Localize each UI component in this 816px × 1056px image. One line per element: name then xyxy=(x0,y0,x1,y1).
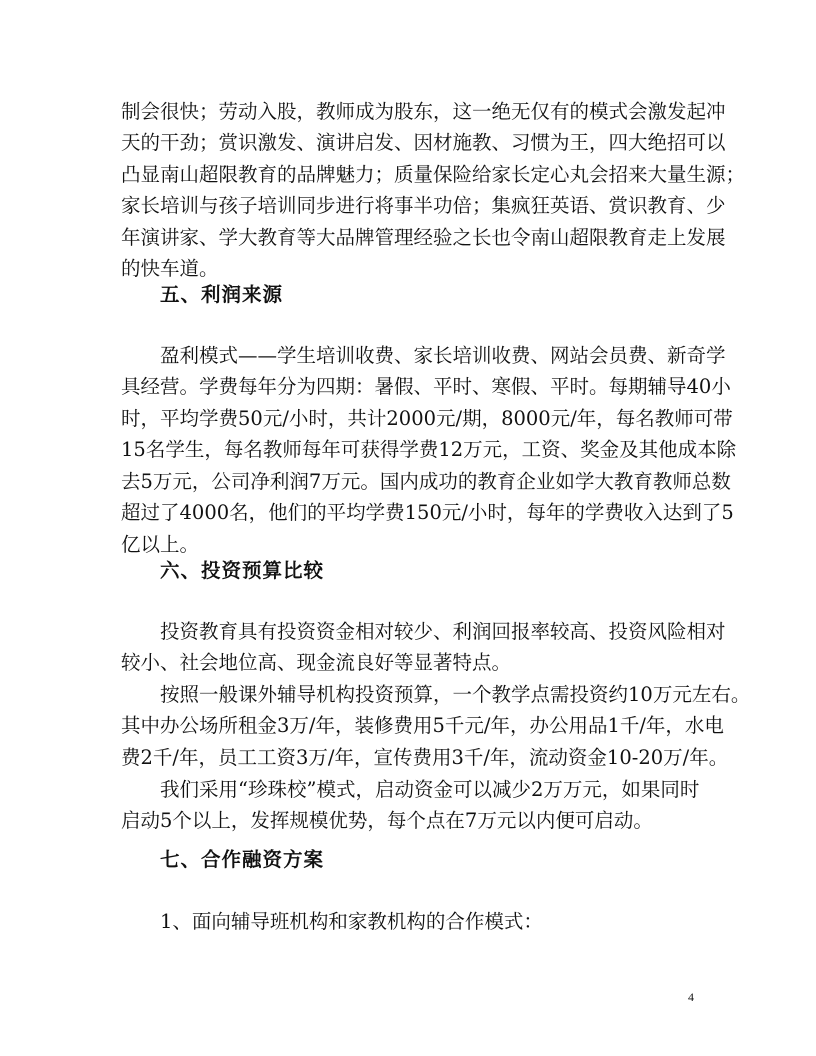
section-heading-5: 五、利润来源 xyxy=(160,283,284,306)
paragraph-line: 盈利模式——学生培训收费、家长培训收费、网站会员费、新奇学 xyxy=(160,344,726,367)
paragraph-line: 较小、社会地位高、现金流良好等显著特点。 xyxy=(121,651,512,674)
paragraph-line: 15名学生，每名教师每年可获得学费12万元，工资、奖金及其他成本除 xyxy=(121,438,737,461)
section-heading-7: 七、合作融资方案 xyxy=(160,848,325,871)
list-item: 1、面向辅导班机构和家教机构的合作模式： xyxy=(160,910,543,933)
paragraph-line: 按照一般课外辅导机构投资预算，一个教学点需投资约10万元左右。 xyxy=(160,683,751,706)
page-number: 4 xyxy=(688,990,694,1004)
paragraph-line: 投资教育具有投资资金相对较少、利润回报率较高、投资风险相对 xyxy=(160,620,726,643)
paragraph-line: 时，平均学费50元/小时，共计2000元/期，8000元/年，每名教师可带 xyxy=(121,407,733,430)
paragraph-line: 费2千/年，员工工资3万/年，宣传费用3千/年，流动资金10-20万/年。 xyxy=(121,746,729,769)
paragraph-line: 年演讲家、学大教育等大品牌管理经验之长也令南山超限教育走上发展 xyxy=(121,226,726,249)
paragraph-line: 天的干劲；赏识激发、演讲启发、因材施教、习惯为王，四大绝招可以 xyxy=(121,131,726,154)
paragraph-line: 制会很快；劳动入股，教师成为股东，这一绝无仅有的模式会激发起冲 xyxy=(121,100,726,123)
paragraph-line: 启动5个以上，发挥规模优势，每个点在7万元以内便可启动。 xyxy=(121,809,653,832)
paragraph-line: 超过了4000名，他们的平均学费150元/小时，每年的学费收入达到了5 xyxy=(121,501,734,524)
paragraph-line: 其中办公场所租金3万/年，装修费用5千元/年，办公用品1千/年，水电 xyxy=(121,714,724,737)
paragraph-line: 去5万元，公司净利润7万元。国内成功的教育企业如学大教育教师总数 xyxy=(121,470,731,493)
paragraph-line: 我们采用“珍珠校”模式，启动资金可以减少2万万元，如果同时 xyxy=(160,778,700,801)
section-heading-6: 六、投资预算比较 xyxy=(160,559,325,582)
paragraph-line: 凸显南山超限教育的品牌魅力；质量保险给家长定心丸会招来大量生源； xyxy=(121,163,746,186)
paragraph-line: 家长培训与孩子培训同步进行将事半功倍；集疯狂英语、赏识教育、少 xyxy=(121,194,726,217)
paragraph-line: 的快车道。 xyxy=(121,257,219,280)
paragraph-line: 具经营。学费每年分为四期：暑假、平时、寒假、平时。每期辅导40小 xyxy=(121,375,731,398)
paragraph-line: 亿以上。 xyxy=(121,533,200,556)
